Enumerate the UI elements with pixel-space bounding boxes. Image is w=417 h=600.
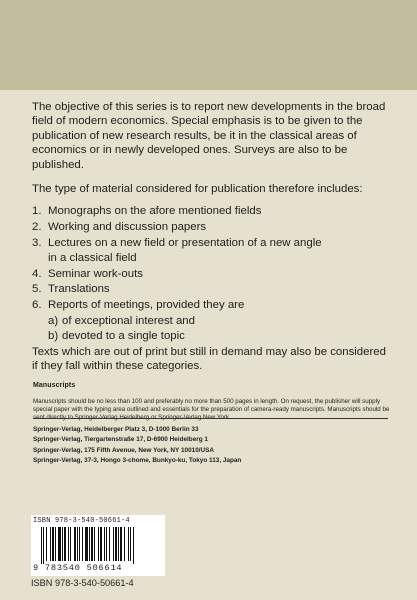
address-heidelberg: Springer-Verlag, Tiergartenstraße 17, D-6900 Heidelberg 1	[33, 436, 208, 444]
barcode-isbn-text: ISBN 978-3-540-50661-4	[33, 517, 130, 525]
address-tokyo: Springer-Verlag, 37-3, Hongo 3-chome, Bunkyo-ku, Tokyo 113, Japan	[33, 456, 242, 464]
manuscripts-body: Manuscripts should be no less than 100 and preferably no more than 500 pages in length. On request, the publisher will supply special paper with the typing area outlined and essentials for the preparation of camera-ready manuscripts. Manuscripts should be sent directly to Springer-Verlag Heidelberg or Springer-Verlag New York.	[33, 398, 390, 422]
material-list	[32, 204, 392, 344]
list-item: 4. Seminar work-outs	[32, 267, 143, 280]
publisher-addresses	[33, 425, 393, 466]
list-item: 1. Monographs on the afore mentioned fields	[32, 205, 262, 218]
address-new-york: Springer-Verlag, 175 Fifth Avenue, New York, NY 10010/USA	[33, 446, 215, 454]
material-lead: The type of material considered for publication therefore includes:	[32, 183, 363, 196]
list-item: 6. Reports of meetings, provided they are	[32, 299, 245, 311]
sub-list-item: a) of exceptional interest and	[48, 314, 195, 327]
barcode-bars	[31, 527, 165, 565]
list-item: 2. Working and discussion papers	[32, 221, 207, 234]
list-item-continuation: in a classical field	[48, 252, 137, 265]
list-item: 5. Translations	[32, 283, 110, 296]
manuscripts-heading: Manuscripts	[33, 382, 76, 389]
out-of-print-note: Texts which are out of print but still in demand may also be considered if they fall within these categories.	[32, 345, 386, 373]
barcode-digits: 9 783540 506614	[33, 563, 123, 573]
series-description	[32, 100, 392, 374]
divider	[33, 418, 388, 419]
cover-top-band	[0, 0, 417, 90]
manuscripts-section	[33, 382, 393, 423]
back-cover	[0, 90, 417, 600]
isbn-barcode	[31, 515, 165, 576]
list-item: 3. Lectures on a new field or presentation of a new angle	[32, 236, 322, 249]
isbn-label: ISBN 978-3-540-50661-4	[31, 578, 134, 588]
sub-list-item: b) devoted to a single topic	[48, 330, 185, 343]
objective-paragraph: The objective of this series is to report new developments in the broad field of modern economics. Special emphasis is to be given to the publication of new research results, be it in the classical areas of economics or in newly developed ones. Surveys are also to be published.	[32, 101, 386, 171]
address-berlin: Springer-Verlag, Heidelberger Platz 3, D-1000 Berlin 33	[33, 426, 199, 433]
